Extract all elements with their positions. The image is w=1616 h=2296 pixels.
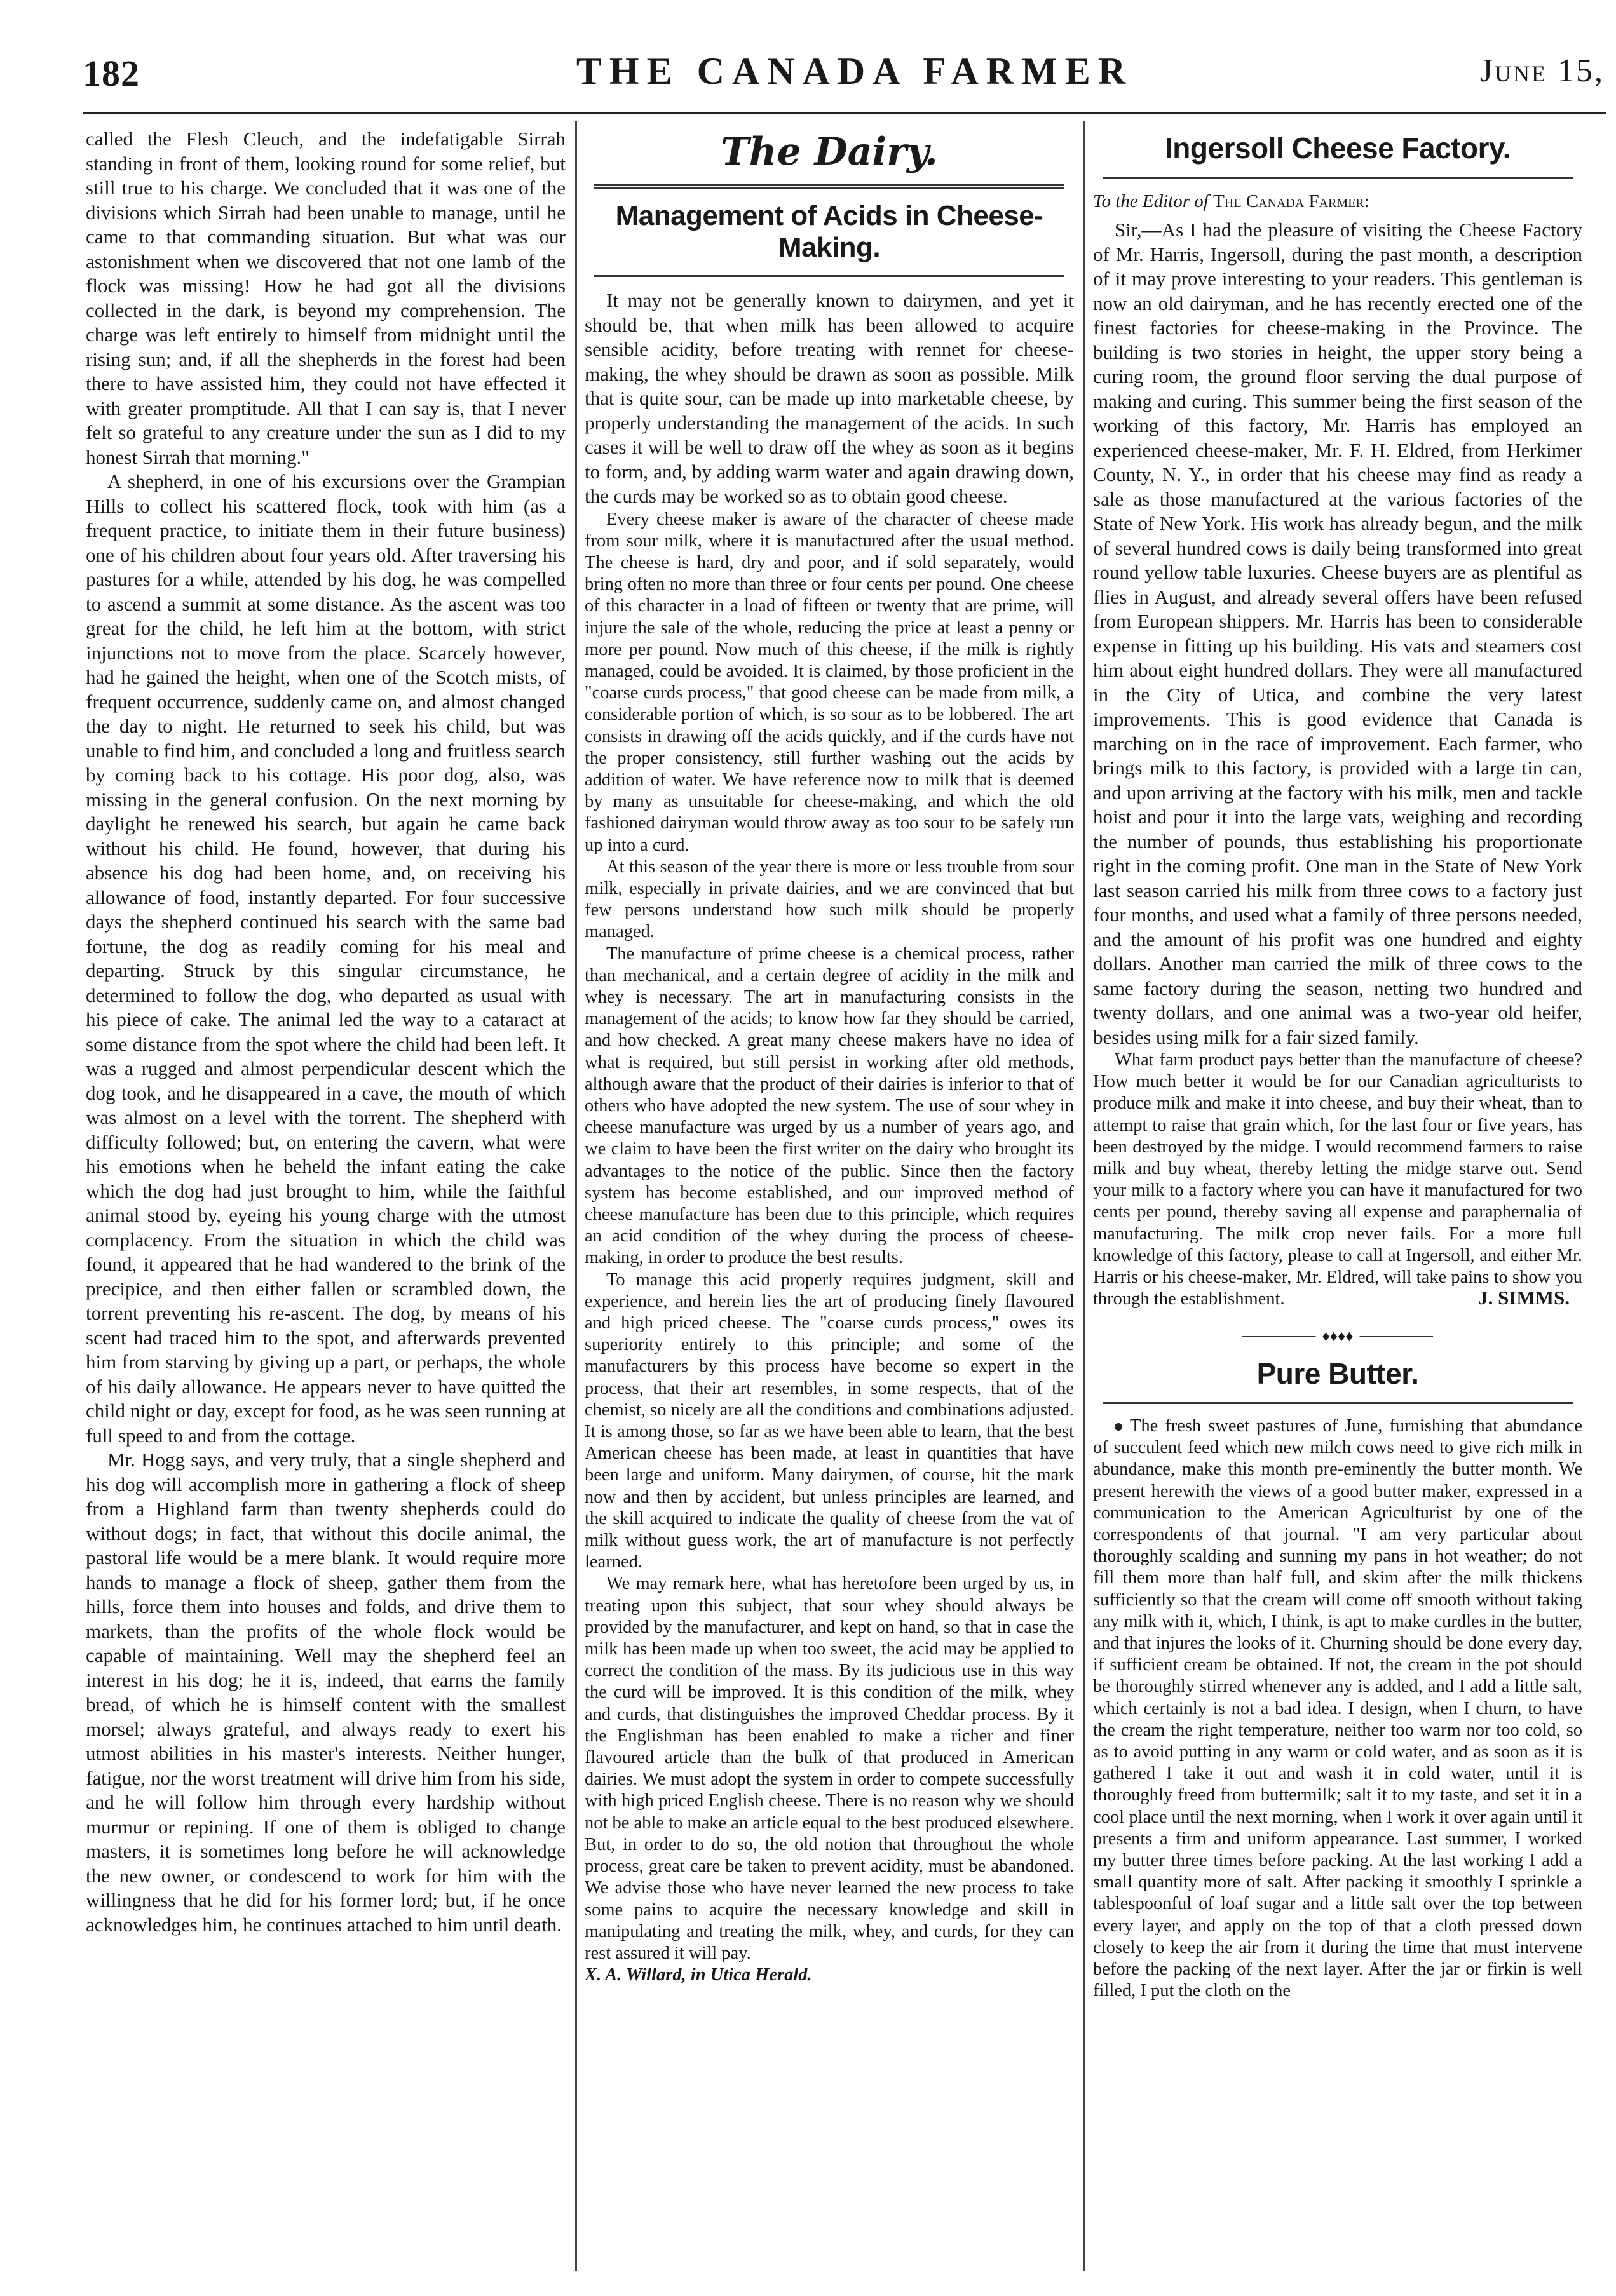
article-title-ingersoll: Ingersoll Cheese Factory.: [1165, 132, 1511, 165]
salutation: [1093, 190, 1582, 213]
paragraph: Mr. Hogg says, and very truly, that a single shepherd and his dog will accomplish more in gathering a flock of sheep from a Highland farm than twenty shepherds could do without dogs; in fact, that without this docile animal, the pastoral life would be a mere blank. It would require more hands to manage a flock of sheep, gather them from the hills, force them into houses and folds, and drive them to markets, than the profits of the whole flock would be capable of maintaining. Well may the shepherd feel an interest in his dog; he it is, indeed, that earns the family bread, of which he is himself content with the smallest morsel; always grateful, and always ready to exert his utmost abilities in his master's interests. Neither hunger, fatigue, nor the worst treatment will drive him from his side, and he will follow him through every hardship without murmur or repining. If one of them is obliged to change masters, it is sometimes long before he will acknowledge the new owner, or condescend to work for him with the willingness that he did for his former lord; but, if he once acknowledges him, he continues attached to him until death.: [86, 1449, 566, 1936]
butter-text: The fresh sweet pastures of June, furnishing that abundance of succulent feed which new milch cows need to give rich milk in abundance, make this month pre-eminently the butter month. We present herewith the views of a good butter maker, expressed in a communication to the American Agriculturist by one of the correspondents of that journal. "I am very particular about thoroughly scalding and sunning my pans in hot weather; do not fill them more than half full, and skim after the milk thickens sufficiently so that the cream will come off smooth without taking any milk with it, which, I think, is apt to make curdles in the butter, and that injures the looks of it. Churning should be done every day, if sufficient cream be obtained. If not, the cream in the pot should be thoroughly stirred whenever any is added, and I add a little salt, which certainly is not a bad idea. I design, when I churn, to have the cream the right temperature, neither too warm nor too cold, so as to avoid putting in any warm or cold water, and as soon as it is gathered I take it out and wash it in cold water, until it is thoroughly freed from buttermilk; salt it to my taste, and set it in a cool place until the next morning, when I work it over again until it presents a firm and uniform appearance. Last summer, I worked my butter three times before packing. At the last working I add a small quantity more of salt. After packing it smoothly I sprinkle a tablespoonful of loaf sugar and a little salt over the top between every layer, and apply on the top of that a cloth pressed down closely to keep the air from it during the time that must intervene before the packing of the next layer. After the jar or firkin is well filled, I put the cloth on the: [1093, 1415, 1582, 2001]
paragraph: Every cheese maker is aware of the character of cheese made from sour milk, where it is manufactured after the usual method. The cheese is hard, dry and poor, and if sold separately, would bring often no more than three or four cents per pound. One cheese of this character in a load of fifteen or twenty that are prime, will injure the sale of the whole, reducing the price at least a penny or more per pound. Now much of this cheese, if the milk is rightly managed, could be avoided. It is claimed, by those proficient in the "coarse curds process," that good cheese can be made from milk, a considerable portion of which, is so sour as to be lobbered. The art consists in drawing off the acids quickly, and if the curds have not the proper consistency, still further washing out the acids by addition of water. We have reference now to milk that is deemed by many as unsuitable for cheese-making, and which the old fashioned dairyman would throw away as too sour to be safely run up into a curd.: [585, 509, 1074, 855]
column-rule-right: [1083, 121, 1085, 2271]
paragraph: called the Flesh Cleuch, and the indefatigable Sirrah standing in front of them, looking round for some relief, but still true to his charge. We concluded that it was one of the divisions which Sirrah had been unable to manage, until he came to that commanding situation. But what was our astonishment when we discovered that not one lamb of the flock was missing! How he had got all the divisions collected in the dark, is beyond my comprehension. The charge was left entirely to himself from midnight until the rising sun; and, if all the shepherds in the forest had been there to have assisted him, they could not have effected it with greater promptitude. All that I can say is, that I never felt so grateful to any creature under the sun as I did to my honest Sirrah that morning.": [86, 128, 566, 468]
article-intro: It may not be generally known to dairymen, and yet it should be, that when milk has been allowed to acquire sensible acidity, before treating with rennet for cheese-making, the whey should be drawn as soon as possible. Milk that is quite sour, can be made up into marketable cheese, by properly understanding the management of the acids. In such cases it will be well to draw off the whey as soon as it begins to form, and, by adding warm water and again drawing down, the curds may be worked so as to obtain good cheese.: [585, 289, 1074, 507]
running-head: [83, 44, 1616, 102]
page-number: 182: [83, 53, 140, 94]
section-divider: [1242, 1327, 1433, 1346]
title-rule: [1103, 177, 1572, 179]
title-rule: [594, 184, 1064, 189]
column-dairy: [585, 127, 1074, 2264]
paragraph: A shepherd, in one of his excursions over the Grampian Hills to collect his scattered flock, took with him (as a frequent practice, to initiate them in their future business) one of his children about four years old. After traversing his pastures for a while, attended by his dog, he was compelled to ascend a summit at some distance. As the ascent was too great for the child, he left him at the bottom, with strict injunctions not to move from the place. Scarcely however, had he gained the height, when one of the Scotch mists, of frequent occurrence, suddenly came on, and almost changed the day to night. He returned to seek his child, but was unable to find him, and concluded a long and fruitless search by coming back to his cottage. His poor dog, also, was missing in the general confusion. On the next morning by daylight he renewed his search, but again he came back without his child. He found, however, that during his absence his dog had been home, and, on receiving his allowance of food, instantly departed. For four successive days the shepherd continued his search with the same bad fortune, the dog as readily coming for his meal and departing. Struck by this singular circumstance, he determined to follow the dog, who departed as usual with his piece of cake. The animal led the way to a cataract at some distance from the spot where the child had been left. It was a rugged and almost perpendicular descent which the dog took, and he disappeared in a cave, the mouth of which was almost on a level with the torrent. The shepherd with difficulty followed; but, on entering the cavern, what were his emotions when he beheld the infant eating the cake which the dog had just brought to him, while the faithful animal stood by, eyeing his young charge with the utmost complacency. From the situation in which the child was found, it appeared that he had wandered to the brink of the precipice, and then either fallen or scrambled down, the torrent preventing his re-ascent. The dog, by means of his scent had traced him to the spot, and afterwards prevented him from starving by giving up a part, or perhaps, the whole of his daily allowance. He appears never to have quitted the child night or day, except for food, as he was seen running at full speed to and from the cottage.: [86, 470, 566, 1447]
column-sheep-dog-story: [86, 127, 566, 2264]
salutation-prefix: To the Editor of: [1093, 191, 1209, 212]
column-rule-left: [575, 121, 577, 2271]
column-ingersoll-and-butter: [1093, 127, 1582, 2264]
paragraph: What farm product pays better than the manufacture of cheese? How much better it would be for our Canadian agriculturists to produce milk and make it into cheese, and buy their wheat, than to attempt to raise that grain which, for the last four or five years, has been destroyed by the midge. I would recommend farmers to raise milk and buy wheat, thereby letting the midge starve out. Send your milk to a factory where you can have it manufactured for two cents per pound, thereby saving all expense and paraphernalia of manufacturing. The milk crop never fails. For a more full knowledge of this factory, please to call at Ingersoll, and either Mr. Harris or his cheese-maker, Mr. Eldred, will take pains to show you through the establishment.: [1093, 1050, 1582, 1309]
department-heading: The Dairy.: [721, 130, 938, 174]
issue-date: June 15,: [1479, 53, 1605, 89]
ornament-icon: ♦♦♦♦: [1316, 1327, 1360, 1346]
title-rule: [594, 275, 1064, 277]
paragraph: Sir,—As I had the pleasure of visiting the Cheese Factory of Mr. Harris, Ingersoll, during the past month, a description of it may prove interesting to your readers. This gentleman is now an old dairyman, and he has recently erected one of the finest factories for cheese-making in the Province. The building is two stories in height, the upper story being a curing room, the ground floor serving the dual purpose of making and curing. This summer being the first season of the working of this factory, Mr. Harris has employed an experienced cheese-maker, Mr. F. H. Eldred, from Herkimer County, N. Y., in order that his cheese may find as ready a sale as those manufactured at the various factories of the State of New York. His work has already begun, and the milk of several hundred cows is daily being transformed into great round yellow table luxuries. Cheese buyers are as plentiful as flies in August, and already several offers have been refused from European shippers. Mr. Harris has been to considerable expense in fitting up his building. His vats and steamers cost him about eight hundred dollars. They were all manufactured in the City of Utica, and combine the very latest improvements. This is good evidence that Canada is marching on in the race of improvement. Each farmer, who brings milk to this factory, is provided with a large tin can, and upon arriving at the factory with his milk, men and tackle hoist and pour it into the large vats, weighing and recording the number of pounds, thus establishing his proportionate right in the coming profit. One man in the State of New York last season carried his milk from three cows to a factory just four months, and used what a family of three persons needed, and the amount of his profit was one hundred and eighty dollars. Another man carried the milk of three cows to the same factory during the season, netting two hundred and twenty dollars, and one animal was a two-year old heifer, besides using milk for a fair sized family.: [1093, 219, 1582, 1048]
bullet-icon: [1115, 1423, 1122, 1431]
paragraph: At this season of the year there is more or less trouble from sour milk, especially in private dairies, and we are convinced that but few persons understand how such milk should be properly managed.: [585, 856, 1074, 942]
paragraph: To manage this acid properly requires judgment, skill and experience, and herein lies the art of producing finely flavoured and high priced cheese. The "coarse curds process," owes its superiority entirely to this principle; and some of the manufacturers by this process have become so expert in the process, that their art resembles, in some respects, that of the chemist, so nicely are all the conditions and combinations adjusted. It is among those, so far as we have been able to learn, that the best American cheese has been made, at least in quantities that have been large and uniform. Many dairymen, of course, hit the mark now and then by accident, but unless principles are learned, and the skill acquired to indicate the quality of cheese from the vat of milk without guess work, the art of manufacture is not perfectly learned.: [585, 1269, 1074, 1572]
paragraph: The manufacture of prime cheese is a chemical process, rather than mechanical, and a certain degree of acidity in the milk and whey is necessary. The art in manufacturing consists in the management of the acids; to know how far they should be carried, and how checked. A great many cheese makers have no idea of what is required, but still persist in working after old methods, although aware that the product of their dairies is inferior to that of others who have adopted the new system. The use of sour whey in cheese manufacture was urged by us a number of years ago, and we claim to have been the first writer on the dairy who brought its advantages to the notice of the public. Since then the factory system has become established, and our improved method of cheese manufacture has been due to this principle, which requires an acid condition of the whey during the process of cheese-making, in order to produce the best results.: [585, 943, 1074, 1268]
paragraph: [1093, 1415, 1582, 2002]
article-credit: X. A. Willard, in Utica Herald.: [585, 1965, 812, 1985]
article-title-butter: Pure Butter.: [1256, 1356, 1419, 1390]
title-rule: [1103, 1402, 1572, 1404]
header-rule: [83, 112, 1606, 114]
signature: J. SIMMS.: [1478, 1286, 1570, 1309]
article-title-acids: Management of Acids in Cheese-Making.: [615, 200, 1043, 263]
paragraph: We may remark here, what has heretofore been urged by us, in treating upon this subject, that sour whey should always be provided by the manufacturer, and kept on hand, so that in case the milk has been made up when too sweet, the acid may be applied to correct the condition of the mass. By its judicious use in this way the curd will be improved. It is this condition of the milk, whey and curds, that distinguishes the improved Cheddar process. By it the Englishman has been enabled to make a richer and finer flavoured article than the bulk of that produced in American dairies. We must adopt the system in order to compete successfully with high priced English cheese. There is no reason why we should not be able to make an article equal to the best produced elsewhere. But, in order to do so, the old notion that throughout the whole process, great care be taken to prevent acidity, must be abandoned. We advise those who have never learned the new process to take some pains to acquire the necessary knowledge and skill in manipulating and treating the milk, whey, and curds, for they can rest assured it will pay.: [585, 1574, 1074, 1963]
salutation-paper: The Canada Farmer:: [1213, 191, 1369, 212]
journal-title: THE CANADA FARMER: [576, 50, 1134, 92]
